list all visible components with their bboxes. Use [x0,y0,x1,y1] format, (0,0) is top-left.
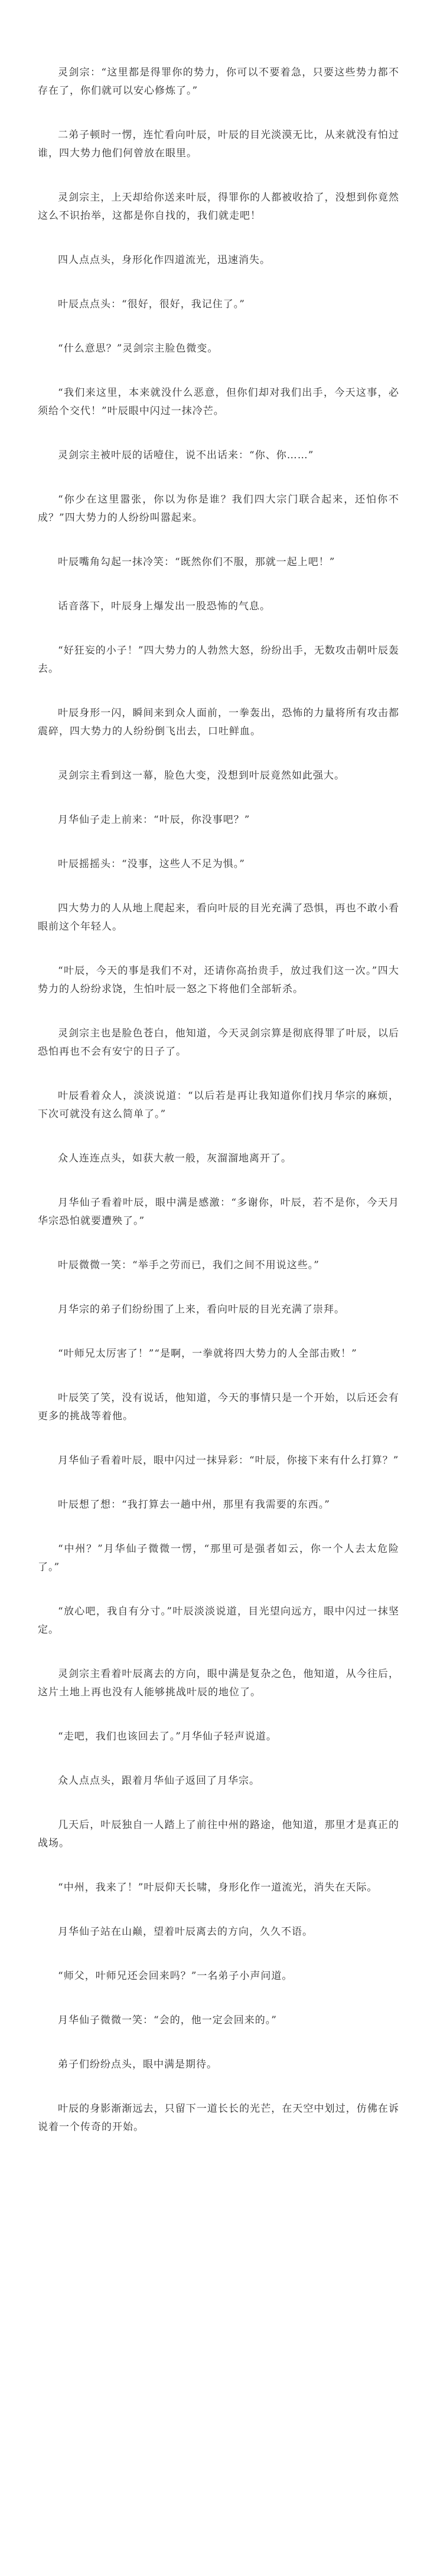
article-paragraph: “中州，我来了！”叶辰仰天长啸，身形化作一道流光，消失在天际。 [58,1882,378,1894]
article-paragraph: 灵剑宗主被叶辰的话噎住，说不出话来：“你、你……” [58,449,314,461]
article-paragraph: 叶辰身形一闪，瞬间来到众人面前，一拳轰出，恐怖的力量将所有攻击都震碎，四大势力的人纷纷倒飞出去，口吐鲜血。 [38,707,399,737]
article-paragraph: 叶辰点点头：“很好，很好，我记住了。” [58,298,245,310]
article-paragraph: 几天后，叶辰独自一人踏上了前往中州的路途，他知道，那里才是真正的战场。 [38,1819,399,1849]
article-paragraph: 众人连连点头，如获大赦一般，灰溜溜地离开了。 [58,1153,292,1164]
article-paragraph: 叶辰摇摇头：“没事，这些人不足为惧。” [58,858,245,870]
article-paragraph: 灵剑宗：“这里都是得罪你的势力，你可以不要着急，只要这些势力都不存在了，你们就可以安心修炼了。” [38,67,399,97]
article-paragraph: “师父，叶师兄还会回来吗？”一名弟子小声问道。 [58,1970,293,1982]
article-paragraph: 灵剑宗主，上天却给你送来叶辰，得罪你的人都被收拾了，没想到你竟然这么不识抬举，这都是你自找的，我们就走吧！ [38,192,399,222]
article-paragraph: 四人点点头，身形化作四道流光，迅速消失。 [58,254,270,266]
article-paragraph: 月华仙子看着叶辰，眼中满是感激：“多谢你，叶辰，若不是你，今天月华宗恐怕就要遭殃了。” [38,1197,399,1227]
article-paragraph: “我们来这里，本来就没什么恶意，但你们却对我们出手，今天这事，必须给个交代！”叶辰眼中闪过一抹冷芒。 [38,387,399,417]
article-paragraph: “叶师兄太厉害了！”“是啊，一拳就将四大势力的人全部击败！” [58,1348,357,1360]
article-paragraph: 月华仙子站在山巅，望着叶辰离去的方向，久久不语。 [58,1926,313,1938]
article-paragraph: 灵剑宗主也是脸色苍白，他知道，今天灵剑宗算是彻底得罪了叶辰，以后恐怕再也不会有安宁的日子了。 [38,1028,399,1058]
article-paragraph: 月华仙子走上前来：“叶辰，你没事吧？” [58,814,250,826]
article-body [38,64,399,2137]
article-paragraph: 叶辰的身影渐渐远去，只留下一道长长的光芒，在天空中划过，仿佛在诉说着一个传奇的开始。 [38,2103,399,2133]
article-paragraph: “你少在这里嚣张，你以为你是谁？我们四大宗门联合起来，还怕你不成？”四大势力的人纷纷叫嚣起来。 [38,494,399,524]
article-paragraph: 月华仙子看着叶辰，眼中闪过一抹异彩：“叶辰，你接下来有什么打算？” [58,1455,399,1466]
article-paragraph: “叶辰，今天的事是我们不对，还请你高抬贵手，放过我们这一次。”四大势力的人纷纷求饶，生怕叶辰一怒之下将他们全部斩杀。 [38,965,399,995]
article-paragraph: “走吧，我们也该回去了。”月华仙子轻声说道。 [58,1731,277,1743]
article-paragraph: 二弟子顿时一愣，连忙看向叶辰，叶辰的目光淡漠无比，从来就没有怕过谁，四大势力他们何曾放在眼里。 [38,129,399,159]
article-paragraph: 话音落下，叶辰身上爆发出一股恐怖的气息。 [58,600,270,612]
article-paragraph: “中州？”月华仙子微微一愣，“那里可是强者如云，你一个人去太危险了。” [38,1543,399,1573]
article-paragraph: “放心吧，我自有分寸。”叶辰淡淡说道，目光望向远方，眼中闪过一抹坚定。 [38,1606,399,1636]
article-paragraph: 叶辰嘴角勾起一抹冷笑：“既然你们不服，那就一起上吧！” [58,556,335,568]
article-paragraph: “什么意思？”灵剑宗主脸色微变。 [58,343,218,355]
article-paragraph: 灵剑宗主看到这一幕，脸色大变，没想到叶辰竟然如此强大。 [58,770,345,782]
article-paragraph: 弟子们纷纷点头，眼中满是期待。 [58,2059,217,2070]
article-paragraph: 灵剑宗主看着叶辰离去的方向，眼中满是复杂之色，他知道，从今往后，这片土地上再也没有人能够挑战叶辰的地位了。 [38,1668,399,1698]
article-paragraph: 四大势力的人从地上爬起来，看向叶辰的目光充满了恐惧，再也不敢小看眼前这个年轻人。 [38,903,399,933]
article-paragraph: 叶辰微微一笑：“举手之劳而已，我们之间不用说这些。” [58,1259,319,1271]
article-paragraph: 月华仙子微微一笑：“会的，他一定会回来的。” [58,2014,277,2026]
article-paragraph: 叶辰笑了笑，没有说话，他知道，今天的事情只是一个开始，以后还会有更多的挑战等着他。 [38,1392,399,1422]
article-paragraph: 月华宗的弟子们纷纷围了上来，看向叶辰的目光充满了崇拜。 [58,1304,345,1315]
article-paragraph: “好狂妄的小子！”四大势力的人勃然大怒，纷纷出手，无数攻击朝叶辰轰去。 [38,645,399,675]
article-paragraph: 叶辰看着众人，淡淡说道：“以后若是再让我知道你们找月华宗的麻烦，下次可就没有这么简单了。” [38,1090,399,1120]
article-paragraph: 叶辰想了想：“我打算去一趟中州，那里有我需要的东西。” [58,1499,330,1511]
article-paragraph: 众人点点头，跟着月华仙子返回了月华宗。 [58,1775,260,1787]
